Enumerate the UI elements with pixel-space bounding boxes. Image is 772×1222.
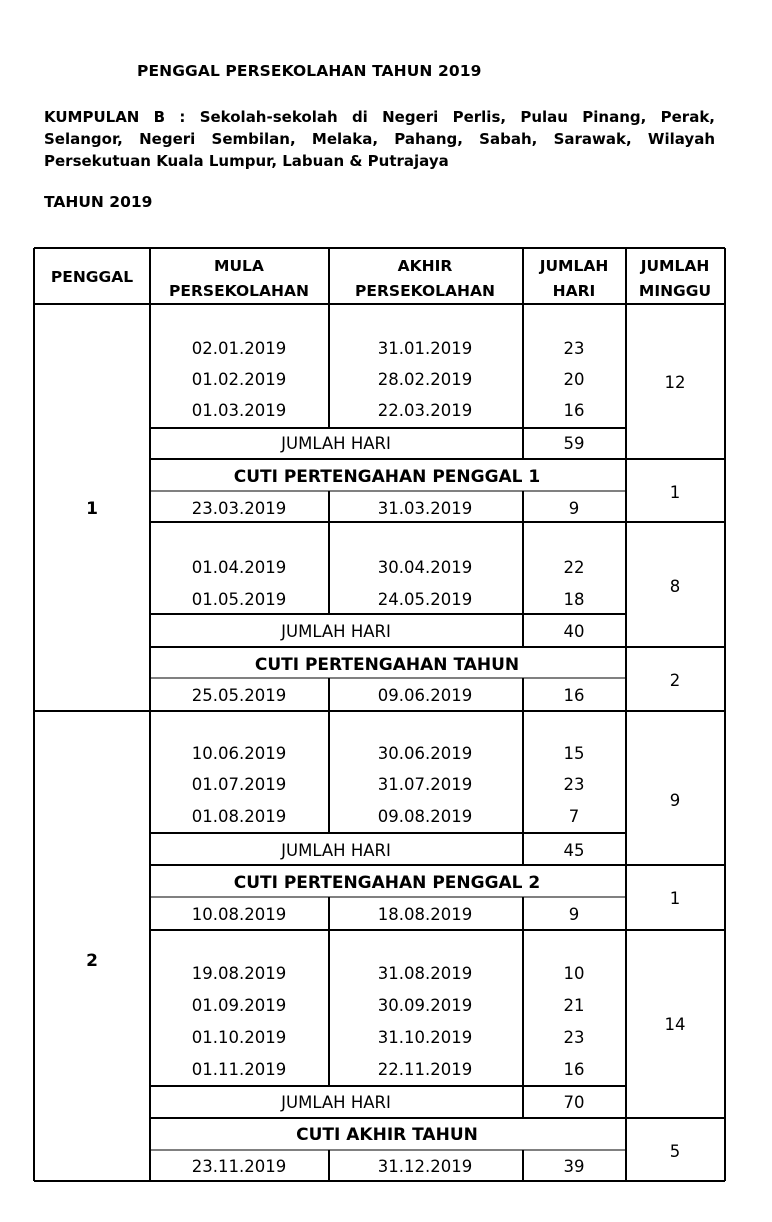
group-description: KUMPULAN B : Sekolah-sekolah di Negeri Perlis, Pulau Pinang, Perak, Selangor, Negeri Sembilan, Melaka, Pahang, Sabah, Sarawak, Wilayah Persekutuan Kuala Lumpur, Labuan & Putrajaya	[44, 108, 715, 170]
day-count: 23	[563, 775, 585, 794]
start-date: 23.11.2019	[191, 1157, 287, 1176]
holiday-title: CUTI PERTENGAHAN PENGGAL 1	[233, 467, 541, 487]
day-count: 20	[563, 370, 585, 389]
day-count: 7	[568, 807, 580, 826]
end-date: 09.08.2019	[377, 807, 473, 826]
day-count: 39	[563, 1157, 585, 1176]
total-days-value: 59	[563, 434, 585, 453]
start-date: 19.08.2019	[191, 964, 287, 983]
header-mula-line1: MULA	[214, 257, 264, 275]
end-date: 22.03.2019	[377, 401, 473, 420]
end-date: 31.07.2019	[377, 775, 473, 794]
total-days-value: 45	[563, 841, 585, 860]
week-count: 2	[669, 671, 681, 690]
end-date: 30.06.2019	[377, 744, 473, 763]
day-count: 16	[563, 401, 585, 420]
start-date: 23.03.2019	[191, 499, 287, 518]
year-label: TAHUN 2019	[44, 193, 153, 211]
day-count: 16	[563, 1060, 585, 1079]
week-count: 12	[664, 373, 686, 392]
end-date: 31.03.2019	[377, 499, 473, 518]
week-count: 14	[664, 1015, 686, 1034]
start-date: 01.04.2019	[191, 558, 287, 577]
end-date: 31.08.2019	[377, 964, 473, 983]
penggal-label: 1	[86, 499, 98, 519]
end-date: 31.12.2019	[377, 1157, 473, 1176]
week-count: 5	[669, 1142, 681, 1161]
total-days-label: JUMLAH HARI	[281, 622, 391, 641]
header-mula-line2: PERSEKOLAHAN	[169, 282, 309, 300]
start-date: 10.06.2019	[191, 744, 287, 763]
holiday-title: CUTI PERTENGAHAN TAHUN	[254, 655, 520, 675]
start-date: 01.08.2019	[191, 807, 287, 826]
day-count: 16	[563, 686, 585, 705]
start-date: 25.05.2019	[191, 686, 287, 705]
end-date: 31.10.2019	[377, 1028, 473, 1047]
end-date: 09.06.2019	[377, 686, 473, 705]
penggal-label: 2	[86, 951, 98, 971]
day-count: 9	[568, 905, 580, 924]
day-count: 18	[563, 590, 585, 609]
header-hari-line1: JUMLAH	[539, 257, 609, 275]
holiday-title: CUTI PERTENGAHAN PENGGAL 2	[233, 873, 541, 893]
day-count: 23	[563, 1028, 585, 1047]
day-count: 21	[563, 996, 585, 1015]
total-days-label: JUMLAH HARI	[281, 434, 391, 453]
end-date: 31.01.2019	[377, 339, 473, 358]
total-days-value: 70	[563, 1093, 585, 1112]
page-title: PENGGAL PERSEKOLAHAN TAHUN 2019	[137, 62, 482, 80]
week-count: 9	[669, 791, 681, 810]
holiday-title: CUTI AKHIR TAHUN	[296, 1125, 478, 1145]
start-date: 10.08.2019	[191, 905, 287, 924]
start-date: 01.10.2019	[191, 1028, 287, 1047]
start-date: 02.01.2019	[191, 339, 287, 358]
start-date: 01.02.2019	[191, 370, 287, 389]
start-date: 01.07.2019	[191, 775, 287, 794]
day-count: 22	[563, 558, 585, 577]
total-days-value: 40	[563, 622, 585, 641]
day-count: 23	[563, 339, 585, 358]
start-date: 01.09.2019	[191, 996, 287, 1015]
header-minggu-line1: JUMLAH	[640, 257, 710, 275]
total-days-label: JUMLAH HARI	[281, 841, 391, 860]
end-date: 30.04.2019	[377, 558, 473, 577]
start-date: 01.03.2019	[191, 401, 287, 420]
day-count: 9	[568, 499, 580, 518]
total-days-label: JUMLAH HARI	[281, 1093, 391, 1112]
header-minggu-line2: MINGGU	[638, 282, 712, 300]
end-date: 18.08.2019	[377, 905, 473, 924]
end-date: 24.05.2019	[377, 590, 473, 609]
header-akhir-line1: AKHIR	[397, 257, 453, 275]
day-count: 15	[563, 744, 585, 763]
day-count: 10	[563, 964, 585, 983]
header-penggal: PENGGAL	[50, 268, 134, 286]
week-count: 8	[669, 577, 681, 596]
end-date: 28.02.2019	[377, 370, 473, 389]
week-count: 1	[669, 483, 681, 502]
header-akhir-line2: PERSEKOLAHAN	[355, 282, 495, 300]
end-date: 22.11.2019	[377, 1060, 473, 1079]
start-date: 01.05.2019	[191, 590, 287, 609]
end-date: 30.09.2019	[377, 996, 473, 1015]
header-hari-line2: HARI	[552, 282, 596, 300]
start-date: 01.11.2019	[191, 1060, 287, 1079]
week-count: 1	[669, 889, 681, 908]
